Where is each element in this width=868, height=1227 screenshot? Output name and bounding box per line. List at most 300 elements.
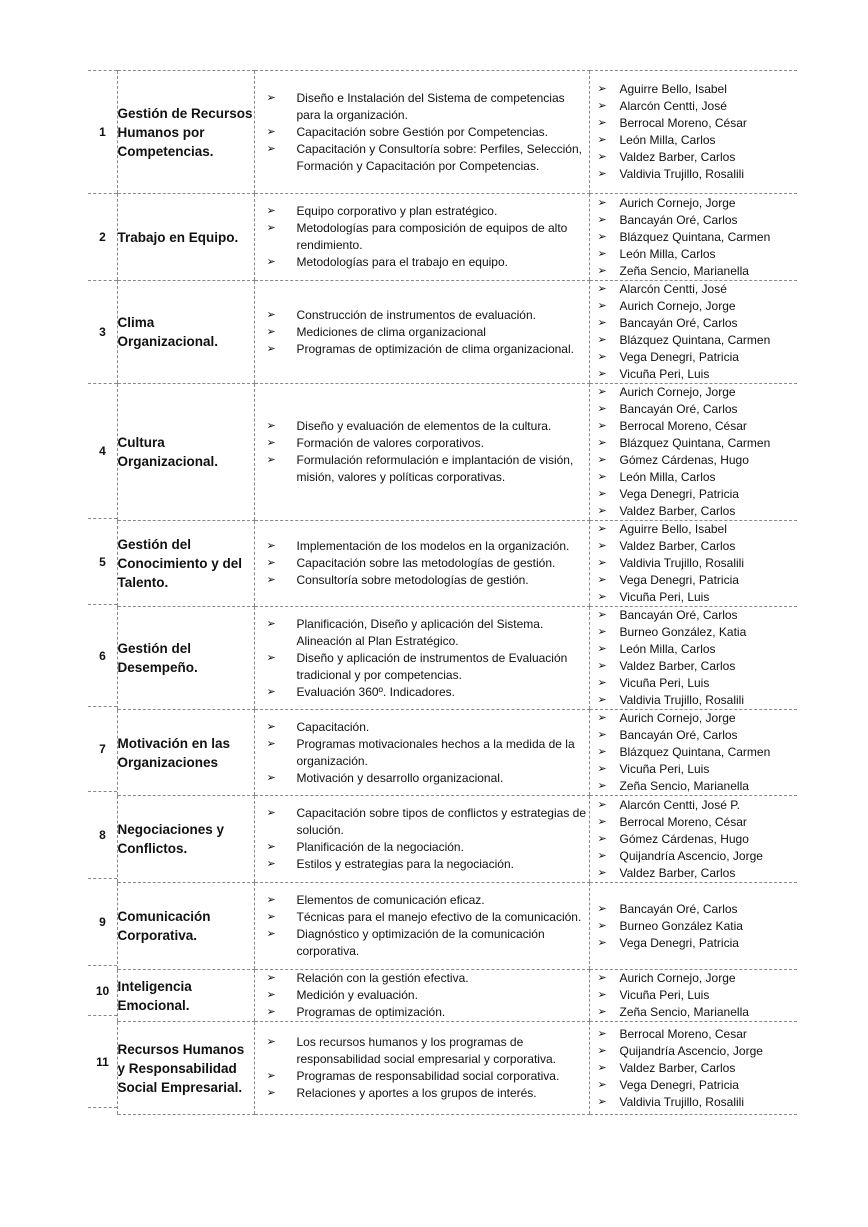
- list-item: [255, 856, 589, 873]
- list-item: [255, 220, 589, 254]
- arrow-bullet-icon: ➢: [597, 832, 607, 845]
- person-name: Valdez Barber, Carlos: [619, 150, 736, 164]
- list-item: [255, 909, 589, 926]
- arrow-bullet-icon: ➢: [597, 660, 607, 672]
- table-row: [117, 710, 797, 796]
- arrow-bullet-icon: ➢: [597, 712, 607, 724]
- activities-list: [255, 719, 589, 787]
- people-cell: [589, 521, 797, 607]
- arrow-bullet-icon: ➢: [597, 763, 607, 775]
- person-name: Zeña Sencio, Marianella: [619, 263, 749, 278]
- person-name: Berrocal Moreno, César: [619, 814, 747, 829]
- arrow-bullet-icon: ➢: [266, 91, 276, 104]
- list-item: [590, 246, 798, 263]
- arrow-bullet-icon: ➢: [597, 989, 607, 1001]
- arrow-bullet-icon: ➢: [266, 617, 276, 630]
- arrow-bullet-icon: ➢: [266, 1036, 276, 1048]
- people-list: [590, 1026, 798, 1111]
- activity-text: Programas de optimización.: [296, 1005, 446, 1019]
- people-cell: [589, 796, 797, 883]
- person-name: Berrocal Moreno, Cesar: [619, 1026, 747, 1041]
- arrow-bullet-icon: ➢: [266, 972, 276, 984]
- activity-text: Relación con la gestión efectiva.: [296, 971, 469, 985]
- arrow-bullet-icon: ➢: [597, 540, 607, 552]
- person-name: Valdivia Trujillo, Rosalili: [619, 1094, 744, 1109]
- activity-text: Construcción de instrumentos de evaluación.: [296, 307, 536, 322]
- table-row: [117, 607, 797, 710]
- people-cell: [589, 607, 797, 710]
- services-table-body: [117, 71, 797, 1115]
- arrow-bullet-icon: ➢: [266, 771, 276, 784]
- arrow-bullet-icon: ➢: [597, 403, 607, 415]
- arrow-bullet-icon: ➢: [597, 849, 607, 862]
- person-name: Vicuña Peri, Luis: [619, 367, 710, 381]
- list-item: [255, 418, 589, 435]
- list-item: [255, 719, 589, 736]
- list-item: [590, 486, 798, 503]
- person-name: Vicuña Peri, Luis: [619, 590, 710, 604]
- activity-text: Capacitación sobre las metodologías de gestión.: [296, 556, 556, 570]
- person-name: León Milla, Carlos: [619, 642, 716, 656]
- person-name: Blázquez Quintana, Carmen: [619, 333, 771, 347]
- list-item: [590, 418, 798, 435]
- list-item: [590, 865, 798, 882]
- people-cell: [589, 970, 797, 1022]
- arrow-bullet-icon: ➢: [597, 454, 607, 466]
- row-number: 6: [88, 604, 117, 706]
- row-number: 3: [88, 280, 117, 383]
- list-item: [590, 831, 798, 848]
- people-list: [590, 81, 798, 183]
- arrow-bullet-icon: ➢: [266, 807, 276, 819]
- list-item: [590, 692, 798, 709]
- arrow-bullet-icon: ➢: [597, 523, 607, 535]
- list-item: [590, 641, 798, 658]
- person-name: Blázquez Quintana, Carmen: [619, 436, 771, 450]
- table-row: [117, 281, 797, 384]
- list-item: [590, 987, 798, 1004]
- list-item: [590, 229, 798, 246]
- topic-cell: Negociaciones y Conflictos.: [117, 796, 254, 883]
- activity-text: Metodologías para composición de equipos de alto rendimiento.: [296, 221, 568, 252]
- people-list: [590, 901, 798, 952]
- arrow-bullet-icon: ➢: [597, 798, 607, 811]
- list-item: [590, 727, 798, 744]
- arrow-bullet-icon: ➢: [597, 134, 607, 146]
- activity-text: Capacitación sobre tipos de conflictos y estrategias de solución.: [296, 806, 586, 837]
- arrow-bullet-icon: ➢: [266, 894, 276, 906]
- list-item: [255, 805, 589, 839]
- people-list: [590, 607, 798, 709]
- activity-text: Diseño e Instalación del Sistema de competencias para la organización.: [296, 90, 565, 122]
- person-name: Aguirre Bello, Isabel: [619, 82, 727, 96]
- list-item: [590, 658, 798, 675]
- list-item: [590, 149, 798, 166]
- person-name: Aurich Cornejo, Jorge: [619, 299, 736, 313]
- list-item: [590, 901, 798, 918]
- person-name: Bancayán Oré, Carlos: [619, 901, 738, 916]
- arrow-bullet-icon: ➢: [597, 591, 607, 603]
- list-item: [255, 1034, 589, 1068]
- person-name: Valdez Barber, Carlos: [619, 865, 736, 880]
- list-item: [590, 624, 798, 641]
- activity-text: Medición y evaluación.: [296, 988, 418, 1002]
- arrow-bullet-icon: ➢: [266, 720, 276, 733]
- person-name: Vicuña Peri, Luis: [619, 988, 710, 1002]
- list-item: [590, 848, 798, 865]
- arrow-bullet-icon: ➢: [597, 505, 607, 517]
- arrow-bullet-icon: ➢: [266, 841, 276, 853]
- person-name: Aurich Cornejo, Jorge: [619, 385, 736, 399]
- arrow-bullet-icon: ➢: [266, 540, 276, 552]
- person-name: Aurich Cornejo, Jorge: [619, 971, 736, 985]
- list-item: [255, 90, 589, 124]
- person-name: Alarcón Centti, José: [619, 99, 727, 113]
- row-number: 4: [88, 383, 117, 518]
- person-name: Burneo González, Katia: [619, 625, 747, 639]
- list-item: [590, 452, 798, 469]
- list-item: [590, 81, 798, 98]
- list-item: [255, 254, 589, 271]
- list-item: [590, 115, 798, 132]
- list-item: [255, 324, 589, 341]
- arrow-bullet-icon: ➢: [266, 325, 276, 338]
- arrow-bullet-icon: ➢: [597, 694, 607, 706]
- list-item: [590, 212, 798, 229]
- activities-cell: [254, 970, 589, 1022]
- person-name: Valdez Barber, Carlos: [619, 1060, 736, 1075]
- activities-list: [255, 970, 589, 1021]
- person-name: Quijandría Ascencio, Jorge: [619, 848, 763, 863]
- arrow-bullet-icon: ➢: [597, 83, 607, 95]
- list-item: [590, 675, 798, 692]
- list-item: [255, 1004, 589, 1021]
- list-item: [590, 195, 798, 212]
- row-number: 2: [88, 193, 117, 280]
- person-name: Zeña Sencio, Marianella: [619, 1005, 749, 1019]
- arrow-bullet-icon: ➢: [597, 213, 607, 226]
- person-name: Bancayán Oré, Carlos: [619, 212, 738, 227]
- arrow-bullet-icon: ➢: [266, 911, 276, 923]
- arrow-bullet-icon: ➢: [266, 205, 276, 217]
- list-item: [590, 935, 798, 952]
- people-cell: [589, 1022, 797, 1115]
- topic-cell: Cultura Organizacional.: [117, 384, 254, 521]
- arrow-bullet-icon: ➢: [597, 746, 607, 758]
- person-name: Valdez Barber, Carlos: [619, 504, 736, 518]
- list-item: [255, 1068, 589, 1085]
- person-name: Alarcón Centti, José: [619, 282, 727, 296]
- person-name: Valdez Barber, Carlos: [619, 539, 736, 553]
- activities-list: [255, 1034, 589, 1102]
- arrow-bullet-icon: ➢: [597, 151, 607, 163]
- person-name: Gómez Cárdenas, Hugo: [619, 453, 749, 467]
- activity-text: Planificación de la negociación.: [296, 840, 464, 854]
- arrow-bullet-icon: ➢: [597, 972, 607, 984]
- person-name: Aurich Cornejo, Jorge: [619, 711, 736, 725]
- person-name: Vega Denegri, Patricia: [619, 487, 739, 501]
- list-item: [590, 1043, 798, 1060]
- arrow-bullet-icon: ➢: [597, 488, 607, 500]
- person-name: León Milla, Carlos: [619, 133, 716, 147]
- list-item: [590, 298, 798, 315]
- table-row: [117, 194, 797, 281]
- activity-text: Capacitación.: [296, 719, 370, 734]
- arrow-bullet-icon: ➢: [597, 729, 607, 741]
- arrow-bullet-icon: ➢: [597, 100, 607, 112]
- list-item: [255, 839, 589, 856]
- list-item: [590, 349, 798, 366]
- arrow-bullet-icon: ➢: [597, 643, 607, 655]
- activities-cell: [254, 281, 589, 384]
- topic-cell: Motivación en las Organizaciones: [117, 710, 254, 796]
- arrow-bullet-icon: ➢: [266, 125, 276, 138]
- arrow-bullet-icon: ➢: [597, 334, 607, 346]
- arrow-bullet-icon: ➢: [597, 168, 607, 180]
- list-item: [590, 132, 798, 149]
- list-item: [590, 332, 798, 349]
- list-item: [255, 684, 589, 701]
- arrow-bullet-icon: ➢: [266, 342, 276, 355]
- topic-cell: Gestión del Desempeño.: [117, 607, 254, 710]
- person-name: Valdivia Trujillo, Rosalili: [619, 693, 744, 707]
- row-number: 9: [88, 878, 117, 965]
- activities-cell: [254, 194, 589, 281]
- arrow-bullet-icon: ➢: [266, 308, 276, 321]
- activity-text: Mediciones de clima organizacional: [296, 324, 486, 339]
- list-item: [590, 315, 798, 332]
- activity-text: Estilos y estrategias para la negociación.: [296, 857, 514, 871]
- list-item: [255, 203, 589, 220]
- arrow-bullet-icon: ➢: [266, 1006, 276, 1018]
- list-item: [590, 1094, 798, 1111]
- people-list: [590, 384, 798, 520]
- arrow-bullet-icon: ➢: [597, 230, 607, 243]
- person-name: Aurich Cornejo, Jorge: [619, 195, 736, 210]
- list-item: [255, 970, 589, 987]
- arrow-bullet-icon: ➢: [597, 815, 607, 828]
- list-item: [590, 435, 798, 452]
- arrow-bullet-icon: ➢: [266, 928, 276, 940]
- list-item: [255, 736, 589, 770]
- activities-list: [255, 538, 589, 589]
- person-name: Valdez Barber, Carlos: [619, 659, 736, 673]
- row-number: 8: [88, 791, 117, 878]
- person-name: Vicuña Peri, Luis: [619, 676, 710, 690]
- arrow-bullet-icon: ➢: [597, 247, 607, 260]
- table-row: [117, 1022, 797, 1115]
- list-item: [590, 555, 798, 572]
- list-item: [590, 918, 798, 935]
- person-name: Alarcón Centti, José P.: [619, 797, 741, 812]
- list-item: [255, 538, 589, 555]
- activities-cell: [254, 796, 589, 883]
- arrow-bullet-icon: ➢: [597, 1095, 607, 1108]
- topic-cell: Recursos Humanos y Responsabilidad Social Empresarial.: [117, 1022, 254, 1115]
- arrow-bullet-icon: ➢: [597, 919, 607, 932]
- arrow-bullet-icon: ➢: [266, 142, 276, 155]
- arrow-bullet-icon: ➢: [266, 989, 276, 1001]
- person-name: Berrocal Moreno, César: [619, 419, 747, 433]
- person-name: Vega Denegri, Patricia: [619, 573, 739, 587]
- person-name: Quijandría Ascencio, Jorge: [619, 1043, 763, 1058]
- list-item: [255, 892, 589, 909]
- topic-cell: Inteligencia Emocional.: [117, 970, 254, 1022]
- person-name: León Milla, Carlos: [619, 246, 716, 261]
- list-item: [255, 616, 589, 650]
- activity-text: Programas de responsabilidad social corporativa.: [296, 1069, 560, 1083]
- person-name: Bancayán Oré, Carlos: [619, 402, 738, 416]
- table-row: [117, 796, 797, 883]
- activities-cell: [254, 521, 589, 607]
- activity-text: Relaciones y aportes a los grupos de interés.: [296, 1086, 537, 1100]
- list-item: [590, 521, 798, 538]
- row-number: 1: [88, 70, 117, 193]
- person-name: Vega Denegri, Patricia: [619, 350, 739, 364]
- arrow-bullet-icon: ➢: [597, 902, 607, 915]
- arrow-bullet-icon: ➢: [597, 264, 607, 277]
- list-item: [590, 1077, 798, 1094]
- activity-text: Formulación reformulación e implantación de visión, misión, valores y políticas corporativas.: [296, 453, 574, 484]
- person-name: Valdivia Trujillo, Rosalili: [619, 556, 744, 570]
- row-number: 5: [88, 518, 117, 604]
- list-item: [590, 1060, 798, 1077]
- arrow-bullet-icon: ➢: [266, 222, 276, 234]
- arrow-bullet-icon: ➢: [597, 317, 607, 329]
- people-list: [590, 710, 798, 795]
- list-item: [590, 503, 798, 520]
- arrow-bullet-icon: ➢: [597, 866, 607, 879]
- list-item: [590, 761, 798, 778]
- arrow-bullet-icon: ➢: [597, 936, 607, 949]
- activity-text: Implementación de los modelos en la organización.: [296, 539, 570, 553]
- arrow-bullet-icon: ➢: [597, 1061, 607, 1074]
- list-item: [590, 384, 798, 401]
- list-item: [590, 589, 798, 606]
- list-item: [590, 970, 798, 987]
- activity-text: Motivación y desarrollo organizacional.: [296, 770, 504, 785]
- people-cell: [589, 883, 797, 970]
- people-list: [590, 195, 798, 280]
- arrow-bullet-icon: ➢: [266, 858, 276, 870]
- activity-text: Diagnóstico y optimización de la comunicación corporativa.: [296, 927, 545, 958]
- list-item: [255, 555, 589, 572]
- people-cell: [589, 710, 797, 796]
- person-name: Berrocal Moreno, César: [619, 116, 747, 130]
- arrow-bullet-icon: ➢: [597, 437, 607, 449]
- person-name: Gómez Cárdenas, Hugo: [619, 831, 749, 846]
- arrow-bullet-icon: ➢: [597, 283, 607, 295]
- activities-list: [255, 418, 589, 486]
- activities-cell: [254, 1022, 589, 1115]
- activity-text: Programas de optimización de clima organizacional.: [296, 341, 574, 356]
- arrow-bullet-icon: ➢: [266, 557, 276, 569]
- arrow-bullet-icon: ➢: [597, 196, 607, 209]
- people-cell: [589, 384, 797, 521]
- list-item: [590, 98, 798, 115]
- arrow-bullet-icon: ➢: [597, 677, 607, 689]
- list-item: [255, 435, 589, 452]
- person-name: Bancayán Oré, Carlos: [619, 728, 738, 742]
- person-name: Blázquez Quintana, Carmen: [619, 229, 771, 244]
- arrow-bullet-icon: ➢: [597, 780, 607, 792]
- list-item: [590, 281, 798, 298]
- activities-list: [255, 90, 589, 175]
- arrow-bullet-icon: ➢: [597, 1078, 607, 1091]
- person-name: Blázquez Quintana, Carmen: [619, 745, 771, 759]
- list-item: [590, 710, 798, 727]
- people-list: [590, 970, 798, 1021]
- activity-text: Metodologías para el trabajo en equipo.: [296, 255, 508, 269]
- activity-text: Capacitación sobre Gestión por Competencias.: [296, 124, 548, 139]
- services-table: [117, 70, 797, 1115]
- activity-text: Diseño y evaluación de elementos de la cultura.: [296, 419, 552, 433]
- arrow-bullet-icon: ➢: [597, 1006, 607, 1018]
- activities-list: [255, 805, 589, 873]
- arrow-bullet-icon: ➢: [266, 737, 276, 750]
- arrow-bullet-icon: ➢: [597, 626, 607, 638]
- list-item: [255, 307, 589, 324]
- table-row: [117, 883, 797, 970]
- activities-cell: [254, 71, 589, 194]
- list-item: [590, 538, 798, 555]
- activity-text: Técnicas para el manejo efectivo de la comunicación.: [296, 910, 582, 924]
- person-name: Bancayán Oré, Carlos: [619, 608, 738, 622]
- arrow-bullet-icon: ➢: [597, 1027, 607, 1040]
- activities-list: [255, 203, 589, 271]
- list-item: [590, 744, 798, 761]
- person-name: Vega Denegri, Patricia: [619, 935, 739, 950]
- row-number: 11: [88, 1015, 117, 1108]
- list-item: [590, 366, 798, 383]
- arrow-bullet-icon: ➢: [597, 117, 607, 129]
- activity-text: Diseño y aplicación de instrumentos de Evaluación tradicional y por competencias.: [296, 650, 568, 682]
- arrow-bullet-icon: ➢: [266, 454, 276, 466]
- topic-cell: Gestión de Recursos Humanos por Competencias.: [117, 71, 254, 194]
- arrow-bullet-icon: ➢: [597, 300, 607, 312]
- activity-text: Elementos de comunicación eficaz.: [296, 893, 485, 907]
- arrow-bullet-icon: ➢: [597, 420, 607, 432]
- list-item: [590, 263, 798, 280]
- arrow-bullet-icon: ➢: [266, 685, 276, 698]
- arrow-bullet-icon: ➢: [597, 1044, 607, 1057]
- list-item: [255, 341, 589, 358]
- list-item: [590, 572, 798, 589]
- activities-list: [255, 307, 589, 358]
- person-name: Valdivia Trujillo, Rosalili: [619, 167, 744, 181]
- arrow-bullet-icon: ➢: [597, 557, 607, 569]
- person-name: Burneo González Katia: [619, 918, 743, 933]
- person-name: Vega Denegri, Patricia: [619, 1077, 739, 1092]
- activity-text: Formación de valores corporativos.: [296, 436, 484, 450]
- arrow-bullet-icon: ➢: [266, 574, 276, 586]
- arrow-bullet-icon: ➢: [597, 609, 607, 621]
- list-item: [590, 797, 798, 814]
- activities-list: [255, 616, 589, 701]
- activity-text: Evaluación 360º. Indicadores.: [296, 684, 455, 699]
- activities-cell: [254, 384, 589, 521]
- people-list: [590, 521, 798, 606]
- list-item: [590, 814, 798, 831]
- list-item: [590, 401, 798, 418]
- activities-list: [255, 892, 589, 960]
- list-item: [590, 469, 798, 486]
- people-cell: [589, 194, 797, 281]
- people-list: [590, 797, 798, 882]
- arrow-bullet-icon: ➢: [266, 256, 276, 268]
- person-name: Zeña Sencio, Marianella: [619, 779, 749, 793]
- table-row: [117, 970, 797, 1022]
